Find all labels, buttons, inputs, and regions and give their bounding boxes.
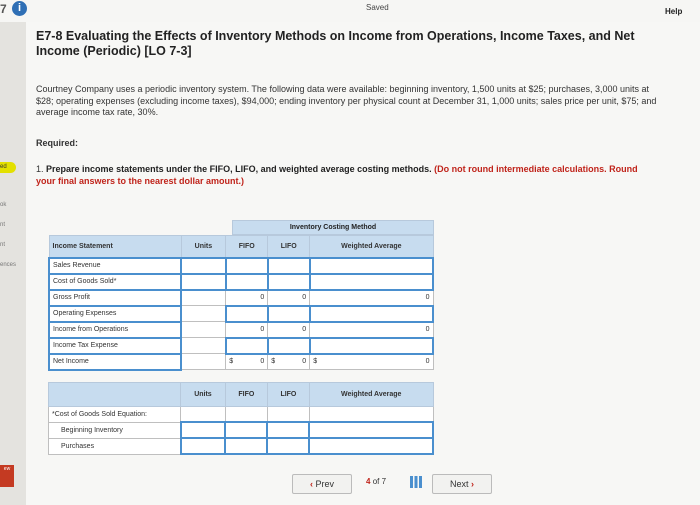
problem-description: Courtney Company uses a periodic inventory system. The following data were available: beginning inventory, 1,500 units at $25; purchases, 3,000 units at $28; operating expenses (excluding income taxes), $94,000; ending inventory per physical count at December 31, 1,000 units; sales price per unit, $75; and average income tax rate, 30%. <box>36 84 657 117</box>
saved-status: Saved <box>366 3 389 12</box>
income-statement-table <box>48 235 434 371</box>
table-row <box>49 290 433 306</box>
fifo-input[interactable] <box>226 338 268 354</box>
row-label: Purchases <box>49 438 181 454</box>
top-bar <box>0 0 700 22</box>
row-label: *Cost of Goods Sold Equation: <box>49 407 181 423</box>
wa-input[interactable] <box>309 438 433 454</box>
inventory-method-header: Inventory Costing Method <box>232 220 434 235</box>
lifo-value: 0 <box>268 290 310 306</box>
table-row <box>49 274 433 290</box>
col-units: Units <box>181 236 226 258</box>
fifo-input[interactable] <box>225 438 267 454</box>
page-indicator: 4 of 7 <box>366 477 387 486</box>
wa-input[interactable] <box>310 258 433 274</box>
table-row <box>49 354 433 370</box>
cogs-equation-table <box>48 382 434 455</box>
fifo-input[interactable] <box>225 422 267 438</box>
pagination-footer <box>26 474 700 505</box>
chevron-right-icon: › <box>471 479 475 489</box>
help-link[interactable]: Help <box>665 7 683 16</box>
chevron-left-icon: ‹ <box>309 479 313 489</box>
question-number: 7 <box>0 2 7 16</box>
lifo-value: 0 <box>268 322 310 338</box>
row-label: Income from Operations <box>49 322 181 338</box>
table-row <box>49 422 434 438</box>
units-input[interactable] <box>181 274 226 290</box>
lifo-input[interactable] <box>268 274 310 290</box>
lifo-input[interactable] <box>267 422 309 438</box>
sidebar-item[interactable]: ences <box>0 262 17 268</box>
col-lifo: LIFO <box>267 383 309 407</box>
wa-input[interactable] <box>310 274 433 290</box>
cell <box>225 407 267 423</box>
units-cell <box>181 290 226 306</box>
fifo-input[interactable] <box>226 274 268 290</box>
sidebar-red-button[interactable]: ew <box>0 465 14 487</box>
question-title: E7-8 Evaluating the Effects of Inventory Methods on Income from Operations, Income Taxes, and Net Income (Periodic) [LO 7-3] <box>36 29 635 58</box>
info-icon[interactable]: i <box>12 1 27 16</box>
row-label: Sales Revenue <box>49 258 181 274</box>
lifo-input[interactable] <box>268 258 310 274</box>
lifo-input[interactable] <box>267 438 309 454</box>
row-label: Income Tax Expense <box>49 338 181 354</box>
left-sidebar <box>0 22 26 505</box>
wa-value: 0 <box>310 322 433 338</box>
sidebar-item[interactable]: nt <box>0 242 6 248</box>
col-weighted-average: Weighted Average <box>310 236 433 258</box>
cell <box>181 407 226 423</box>
wa-input[interactable] <box>310 338 433 354</box>
row-label: Net Income <box>49 354 181 370</box>
units-cell <box>181 354 226 370</box>
col-fifo: FIFO <box>226 236 268 258</box>
sidebar-badge[interactable]: ed <box>0 162 16 173</box>
fifo-input[interactable] <box>226 306 268 322</box>
fifo-value: 0 <box>226 290 268 306</box>
fifo-value: 0 <box>226 322 268 338</box>
table-row <box>49 322 433 338</box>
row-label: Cost of Goods Sold* <box>49 274 181 290</box>
row-label: Gross Profit <box>49 290 181 306</box>
table-row <box>49 338 433 354</box>
header-blank <box>49 383 181 407</box>
units-input[interactable] <box>181 438 226 454</box>
main-content <box>26 22 700 505</box>
sidebar-item[interactable]: ok <box>0 202 7 208</box>
table-row <box>49 438 434 454</box>
wa-value: $ 0 <box>310 354 433 370</box>
col-lifo: LIFO <box>268 236 310 258</box>
units-cell <box>181 322 226 338</box>
wa-input[interactable] <box>310 306 433 322</box>
cell <box>267 407 309 423</box>
row-label: Operating Expenses <box>49 306 181 322</box>
lifo-value: $ 0 <box>268 354 310 370</box>
units-input[interactable] <box>181 258 226 274</box>
lifo-input[interactable] <box>268 306 310 322</box>
lifo-input[interactable] <box>268 338 310 354</box>
units-cell <box>181 306 226 322</box>
table-row <box>49 306 433 322</box>
col-units: Units <box>181 383 226 407</box>
task-instruction: 1. Prepare income statements under the FIFO, LIFO, and weighted average costing methods. (Do not round intermediate calculations. Round your final answers to the nearest dollar amount.) <box>36 164 638 186</box>
units-input[interactable] <box>181 422 226 438</box>
wa-input[interactable] <box>309 422 433 438</box>
required-label: Required: <box>36 138 79 148</box>
table-row <box>49 258 433 274</box>
row-label: Beginning Inventory <box>49 422 181 438</box>
col-weighted-average: Weighted Average <box>309 383 433 407</box>
prev-button[interactable]: ‹ Prev <box>292 474 352 494</box>
sidebar-item[interactable]: nt <box>0 222 6 228</box>
table-row <box>49 407 434 423</box>
next-button[interactable]: Next › <box>432 474 492 494</box>
col-income-statement: Income Statement <box>49 236 181 258</box>
units-cell <box>181 338 226 354</box>
fifo-input[interactable] <box>226 258 268 274</box>
wa-value: 0 <box>310 290 433 306</box>
cell <box>309 407 433 423</box>
col-fifo: FIFO <box>225 383 267 407</box>
grid-icon[interactable] <box>410 476 423 488</box>
fifo-value: $ 0 <box>226 354 268 370</box>
